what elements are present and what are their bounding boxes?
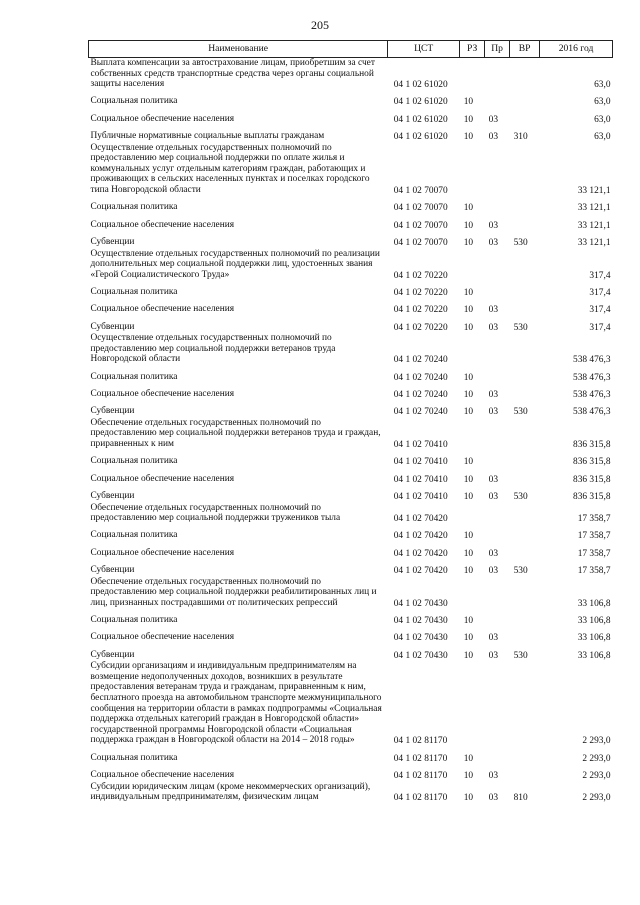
cell-name: Публичные нормативные социальные выплаты гражданам (90, 131, 325, 142)
cell-amount: 33 121,1 (577, 186, 611, 197)
table-row (89, 577, 613, 610)
cell-amount: 63,0 (594, 80, 611, 91)
table-row (89, 503, 613, 525)
cell-pr: 03 (488, 633, 499, 644)
cell-csr: 04 1 02 70420 (393, 514, 448, 525)
cell-vr: 530 (513, 650, 528, 661)
table-row (89, 383, 613, 400)
cell-pr: 03 (488, 771, 499, 782)
cell-amount: 538 476,3 (573, 372, 611, 383)
cell-csr: 04 1 02 70070 (393, 186, 448, 197)
cell-csr: 04 1 02 70220 (393, 305, 448, 316)
cell-name: Субвенции (90, 565, 135, 576)
table-row (89, 485, 613, 502)
cell-amount: 33 106,8 (577, 633, 611, 644)
cell-name: Осуществление отдельных государственных полномочий по реализации дополнительных мер социальной поддержки лиц, удостоенных звания «Герой Социалистического Труда» (90, 248, 380, 280)
table-row (89, 299, 613, 316)
cell-vr (510, 577, 540, 610)
cell-name: Обеспечение отдельных государственных полномочий по предоставлению мер социальной поддержки тружеников тыла (90, 502, 341, 524)
cell-name: Социальное обеспечение населения (90, 770, 235, 781)
cell-vr (510, 542, 540, 559)
cell-csr: 04 1 02 70420 (393, 566, 448, 577)
cell-csr: 04 1 02 81170 (393, 753, 448, 764)
cell-csr: 04 1 02 70070 (393, 220, 448, 231)
table-row (89, 333, 613, 366)
cell-rz: 10 (463, 771, 474, 782)
cell-vr: 810 (513, 793, 528, 804)
header-csr: ЦСТ (388, 41, 460, 58)
table-row (89, 281, 613, 298)
cell-pr (485, 143, 510, 197)
cell-pr (485, 197, 510, 214)
cell-name: Субсидии организациям и индивидуальным предпринимателям на возмещение недополученных доходов, возникших в результате предоставления ветеранам труда и гражданам, приравненным к ним, бесплатного проезда на автомобильном транспорте межмуниципального сообщения на территории области в рамках подпрограммы «Социальная поддержка отдельных категорий граждан в Новгородской области» государственной программы Новгородской области «Социальная поддержка граждан в Новгородской области на 2014 – 2018 годы» (90, 661, 382, 746)
cell-pr: 03 (488, 650, 499, 661)
cell-vr (510, 503, 540, 525)
cell-amount: 317,4 (589, 270, 611, 281)
cell-csr: 04 1 02 70220 (393, 288, 448, 299)
table-row (89, 366, 613, 383)
cell-name: Социальная политика (90, 615, 178, 626)
table-row (89, 401, 613, 418)
cell-vr: 530 (513, 322, 528, 333)
cell-rz: 10 (463, 203, 474, 214)
cell-pr (485, 366, 510, 383)
cell-name: Социальное обеспечение населения (90, 547, 235, 558)
cell-amount: 317,4 (589, 322, 611, 333)
cell-csr: 04 1 02 70070 (393, 203, 448, 214)
cell-csr: 04 1 02 70220 (393, 322, 448, 333)
cell-vr: 530 (513, 566, 528, 577)
cell-vr (510, 747, 540, 764)
cell-name: Субвенции (90, 321, 135, 332)
cell-vr (510, 91, 540, 108)
cell-csr: 04 1 02 70420 (393, 548, 448, 559)
header-rz: РЗ (460, 41, 485, 58)
cell-name: Социальное обеспечение населения (90, 304, 235, 315)
cell-amount: 33 121,1 (577, 237, 611, 248)
table-row (89, 418, 613, 451)
cell-csr: 04 1 02 70240 (393, 355, 448, 366)
cell-rz: 10 (463, 474, 474, 485)
cell-vr (510, 143, 540, 197)
cell-rz: 10 (463, 793, 474, 804)
cell-name: Социальное обеспечение населения (90, 388, 235, 399)
cell-name: Осуществление отдельных государственных полномочий по предоставлению мер социальной поддержки по оплате жилья и коммунальных услуг отдельным категориям граждан, работающих и проживающих в сельских населенных пунктах и поселках городского типа Новгородской области (90, 142, 370, 196)
cell-name: Социальная политика (90, 530, 178, 541)
cell-rz (460, 661, 485, 747)
header-vr: ВР (510, 41, 540, 58)
table-row (89, 559, 613, 576)
cell-rz (460, 503, 485, 525)
cell-pr (485, 525, 510, 542)
cell-csr: 04 1 02 70410 (393, 474, 448, 485)
cell-vr: 530 (513, 491, 528, 502)
cell-csr: 04 1 02 61020 (393, 114, 448, 125)
cell-pr (485, 661, 510, 747)
cell-amount: 17 358,7 (577, 514, 611, 525)
cell-amount: 33 106,8 (577, 598, 611, 609)
cell-pr: 03 (488, 491, 499, 502)
cell-csr: 04 1 02 70420 (393, 531, 448, 542)
page-number: 205 (311, 18, 329, 32)
cell-pr: 03 (488, 237, 499, 248)
cell-name: Обеспечение отдельных государственных полномочий по предоставлению мер социальной поддержки реабилитированных лиц и лиц, признанных пострадавшими от политических репрессий (90, 576, 377, 608)
cell-pr (485, 91, 510, 108)
cell-vr: 530 (513, 237, 528, 248)
cell-csr: 04 1 02 70430 (393, 633, 448, 644)
cell-csr: 04 1 02 70430 (393, 616, 448, 627)
cell-rz: 10 (463, 616, 474, 627)
cell-csr: 04 1 02 70240 (393, 389, 448, 400)
cell-name: Социальная политика (90, 202, 178, 213)
cell-pr: 03 (488, 322, 499, 333)
cell-vr (510, 366, 540, 383)
cell-vr (510, 333, 540, 366)
cell-amount: 836 315,8 (573, 457, 611, 468)
cell-csr: 04 1 02 61020 (393, 132, 448, 143)
cell-rz: 10 (463, 237, 474, 248)
cell-name: Социальное обеспечение населения (90, 473, 235, 484)
cell-csr: 04 1 02 81170 (393, 771, 448, 782)
table-row (89, 316, 613, 333)
cell-amount: 2 293,0 (582, 736, 611, 747)
cell-name: Социальное обеспечение населения (90, 632, 235, 643)
cell-vr (510, 108, 540, 125)
cell-rz: 10 (463, 288, 474, 299)
cell-amount: 836 315,8 (573, 474, 611, 485)
cell-vr (510, 468, 540, 485)
cell-vr: 530 (513, 407, 528, 418)
table-row (89, 644, 613, 661)
cell-pr (485, 451, 510, 468)
cell-csr: 04 1 02 61020 (393, 97, 448, 108)
cell-amount: 63,0 (594, 132, 611, 143)
table-row (89, 214, 613, 231)
cell-name: Социальное обеспечение населения (90, 113, 235, 124)
table-row (89, 782, 613, 804)
cell-name: Субвенции (90, 649, 135, 660)
cell-amount: 317,4 (589, 305, 611, 316)
cell-amount: 836 315,8 (573, 440, 611, 451)
table-body (89, 58, 613, 804)
cell-vr (510, 299, 540, 316)
cell-amount: 33 121,1 (577, 203, 611, 214)
cell-name: Социальная политика (90, 287, 178, 298)
cell-amount: 2 293,0 (582, 753, 611, 764)
cell-rz: 10 (463, 548, 474, 559)
cell-rz: 10 (463, 114, 474, 125)
table-row (89, 197, 613, 214)
cell-vr: 310 (513, 132, 528, 143)
cell-name: Социальная политика (90, 96, 178, 107)
table-row (89, 747, 613, 764)
cell-csr: 04 1 02 70410 (393, 457, 448, 468)
table-row (89, 609, 613, 626)
cell-name: Социальная политика (90, 752, 178, 763)
cell-amount: 2 293,0 (582, 793, 611, 804)
cell-name: Социальное обеспечение населения (90, 219, 235, 230)
cell-name: Субвенции (90, 490, 135, 501)
cell-vr (510, 249, 540, 282)
cell-rz: 10 (463, 531, 474, 542)
cell-pr: 03 (488, 114, 499, 125)
cell-rz (460, 58, 485, 91)
cell-rz: 10 (463, 633, 474, 644)
cell-vr (510, 383, 540, 400)
table-row (89, 627, 613, 644)
cell-name: Социальная политика (90, 456, 178, 467)
cell-vr (510, 609, 540, 626)
cell-pr (485, 609, 510, 626)
cell-rz: 10 (463, 753, 474, 764)
cell-name: Социальная политика (90, 371, 178, 382)
table-row (89, 451, 613, 468)
table-row (89, 58, 613, 91)
cell-csr: 04 1 02 70070 (393, 237, 448, 248)
cell-rz: 10 (463, 132, 474, 143)
cell-amount: 538 476,3 (573, 355, 611, 366)
table-row (89, 143, 613, 197)
cell-rz: 10 (463, 457, 474, 468)
table-row (89, 764, 613, 781)
cell-rz: 10 (463, 97, 474, 108)
cell-pr (485, 503, 510, 525)
cell-vr (510, 764, 540, 781)
table-row (89, 468, 613, 485)
header-name: Наименование (89, 41, 388, 58)
cell-amount: 63,0 (594, 114, 611, 125)
cell-pr (485, 58, 510, 91)
cell-pr: 03 (488, 548, 499, 559)
cell-rz: 10 (463, 566, 474, 577)
cell-csr: 04 1 02 61020 (393, 80, 448, 91)
cell-pr: 03 (488, 389, 499, 400)
cell-rz: 10 (463, 491, 474, 502)
cell-pr (485, 747, 510, 764)
cell-csr: 04 1 02 70410 (393, 491, 448, 502)
cell-pr: 03 (488, 474, 499, 485)
cell-rz: 10 (463, 389, 474, 400)
cell-pr (485, 333, 510, 366)
cell-vr (510, 214, 540, 231)
cell-vr (510, 418, 540, 451)
cell-amount: 33 106,8 (577, 650, 611, 661)
header-pr: Пр (485, 41, 510, 58)
cell-amount: 2 293,0 (582, 771, 611, 782)
cell-csr: 04 1 02 81170 (393, 736, 448, 747)
cell-csr: 04 1 02 70220 (393, 270, 448, 281)
cell-amount: 538 476,3 (573, 389, 611, 400)
cell-vr (510, 58, 540, 91)
cell-rz (460, 249, 485, 282)
table-row (89, 231, 613, 248)
cell-vr (510, 451, 540, 468)
cell-pr (485, 281, 510, 298)
cell-pr: 03 (488, 220, 499, 231)
cell-pr: 03 (488, 407, 499, 418)
cell-vr (510, 661, 540, 747)
cell-vr (510, 197, 540, 214)
table-row (89, 91, 613, 108)
cell-amount: 33 106,8 (577, 616, 611, 627)
cell-name: Субвенции (90, 406, 135, 417)
cell-vr (510, 525, 540, 542)
table-row (89, 125, 613, 142)
table-row (89, 108, 613, 125)
cell-pr: 03 (488, 793, 499, 804)
cell-csr: 04 1 02 70240 (393, 372, 448, 383)
cell-amount: 63,0 (594, 97, 611, 108)
cell-rz (460, 577, 485, 610)
table-row (89, 249, 613, 282)
table-row (89, 661, 613, 747)
cell-amount: 17 358,7 (577, 548, 611, 559)
cell-name: Осуществление отдельных государственных полномочий по предоставлению мер социальной поддержки ветеранов труда Новгородской области (90, 333, 336, 365)
cell-rz: 10 (463, 650, 474, 661)
table-row (89, 525, 613, 542)
cell-rz: 10 (463, 322, 474, 333)
cell-amount: 836 315,8 (573, 491, 611, 502)
cell-csr: 04 1 02 70430 (393, 598, 448, 609)
cell-rz: 10 (463, 220, 474, 231)
cell-pr: 03 (488, 566, 499, 577)
cell-csr: 04 1 02 70430 (393, 650, 448, 661)
cell-pr: 03 (488, 305, 499, 316)
cell-name: Субвенции (90, 236, 135, 247)
cell-amount: 17 358,7 (577, 531, 611, 542)
cell-rz: 10 (463, 372, 474, 383)
cell-vr (510, 627, 540, 644)
table-header (89, 41, 613, 58)
cell-pr (485, 577, 510, 610)
cell-pr: 03 (488, 132, 499, 143)
cell-rz (460, 333, 485, 366)
cell-name: Субсидии юридическим лицам (кроме некоммерческих организаций), индивидуальным предпринимателям, физическим лицам (90, 781, 371, 803)
cell-rz (460, 418, 485, 451)
cell-amount: 317,4 (589, 288, 611, 299)
cell-rz (460, 143, 485, 197)
cell-rz: 10 (463, 305, 474, 316)
cell-amount: 17 358,7 (577, 566, 611, 577)
cell-csr: 04 1 02 81170 (393, 793, 448, 804)
cell-vr (510, 281, 540, 298)
budget-table (88, 40, 613, 804)
cell-csr: 04 1 02 70240 (393, 407, 448, 418)
header-year: 2016 год (540, 41, 613, 58)
cell-amount: 538 476,3 (573, 407, 611, 418)
cell-name: Выплата компенсации за автострахование лицам, приобретшим за счет собственных средств транспортные средства через органы социальной защиты населения (90, 58, 375, 90)
cell-csr: 04 1 02 70410 (393, 440, 448, 451)
cell-amount: 33 121,1 (577, 220, 611, 231)
table-row (89, 542, 613, 559)
cell-pr (485, 249, 510, 282)
cell-name: Обеспечение отдельных государственных полномочий по предоставлению мер социальной поддержки ветеранов труда и граждан, приравненных к ним (90, 417, 381, 450)
cell-pr (485, 418, 510, 451)
cell-rz: 10 (463, 407, 474, 418)
